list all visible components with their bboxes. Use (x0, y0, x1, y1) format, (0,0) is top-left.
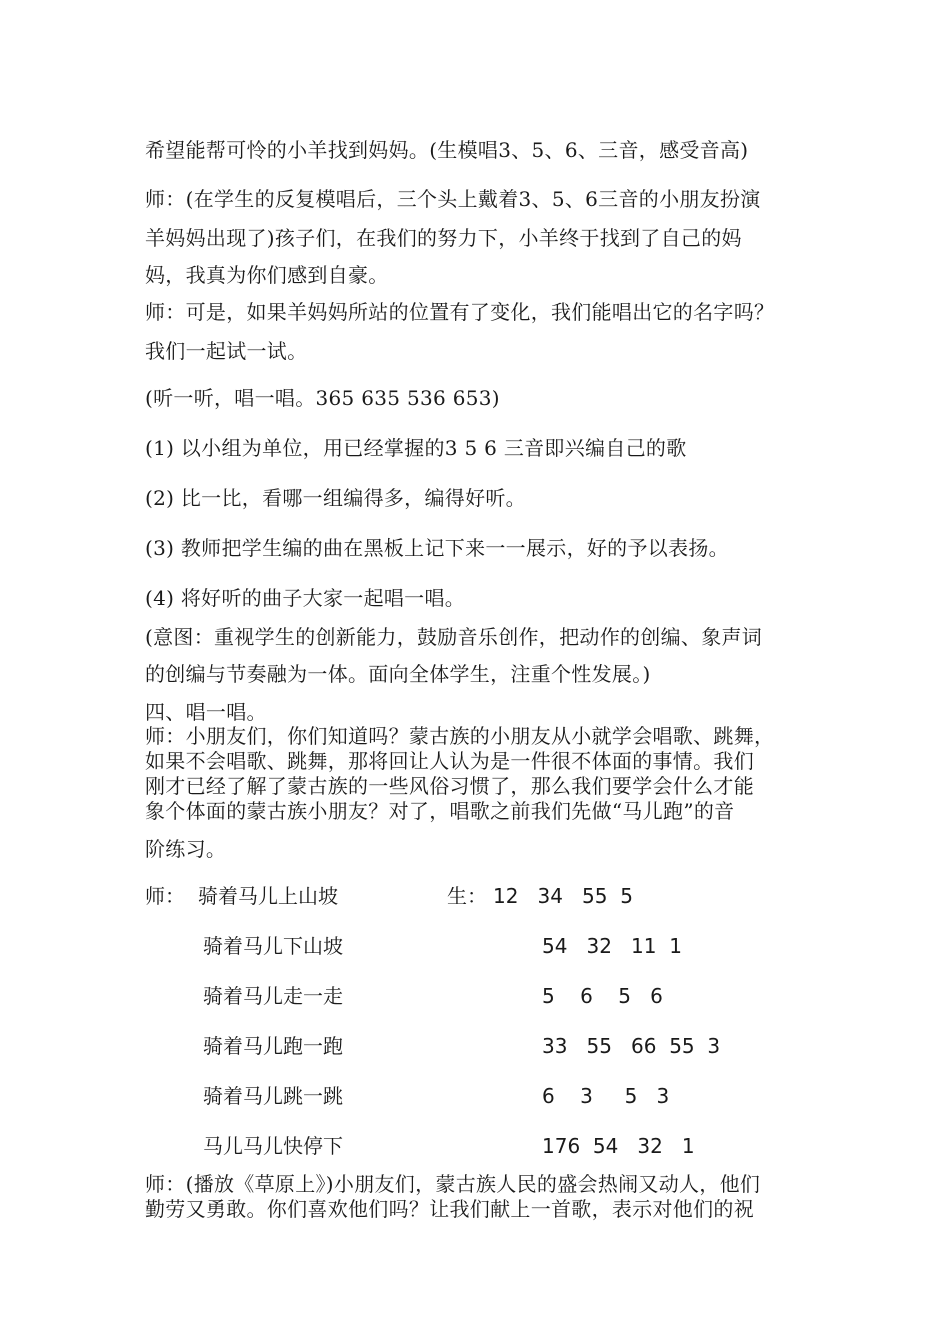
exercise-lyric: 骑着马儿跑一跑 (203, 1034, 343, 1058)
paragraph-line: 刚才已经了解了蒙古族的一些风俗习惯了，那么我们要学会什么才能 (145, 774, 754, 798)
exercise-notes: 33 55 66 55 3 (542, 1034, 721, 1058)
exercise-lyric: 骑着马儿下山坡 (203, 934, 343, 958)
exercise-notes: 5 6 5 6 (542, 984, 663, 1008)
student-label: 生： (447, 884, 487, 908)
paragraph-line: 师：小朋友们，你们知道吗？蒙古族的小朋友从小就学会唱歌、跳舞， (145, 724, 775, 748)
paragraph-line: 如果不会唱歌、跳舞，那将回让人认为是一件很不体面的事情。我们 (145, 749, 754, 773)
paragraph-line: 师：(在学生的反复模唱后，三个头上戴着3、5、6三音的小朋友扮演 (145, 187, 761, 211)
paragraph-line: 勤劳又勇敢。你们喜欢他们吗？让我们献上一首歌，表示对他们的祝 (145, 1197, 754, 1221)
list-item: (2) 比一比，看哪一组编得多，编得好听。 (145, 486, 526, 510)
paragraph-line: 羊妈妈出现了)孩子们，在我们的努力下，小羊终于找到了自己的妈 (145, 226, 742, 250)
paragraph-line: 师：可是，如果羊妈妈所站的位置有了变化，我们能唱出它的名字吗？ (145, 300, 775, 324)
section-heading: 四、唱一唱。 (145, 700, 267, 724)
paragraph-line: 阶练习。 (145, 837, 227, 861)
exercise-lyric: 骑着马儿上山坡 (198, 884, 338, 908)
exercise-notes: 6 3 5 3 (542, 1084, 670, 1108)
exercise-lyric: 骑着马儿跳一跳 (203, 1084, 343, 1108)
list-item: (1) 以小组为单位，用已经掌握的3 5 6 三音即兴编自己的歌 (145, 436, 687, 460)
paragraph-line: 妈，我真为你们感到自豪。 (145, 263, 389, 287)
list-item: (4) 将好听的曲子大家一起唱一唱。 (145, 586, 466, 610)
exercise-notes: 176 54 32 1 (542, 1134, 695, 1158)
exercise-lyric: 骑着马儿走一走 (203, 984, 343, 1008)
paragraph-line: 象个体面的蒙古族小朋友？对了，唱歌之前我们先做“马儿跑”的音 (145, 799, 735, 823)
exercise-notes: 54 32 11 1 (542, 934, 682, 958)
paragraph-line: 希望能帮可怜的小羊找到妈妈。(生模唱3、5、6、三音，感受音高) (145, 138, 749, 162)
exercise-notes: 12 34 55 5 (493, 884, 633, 908)
paragraph-line: 我们一起试一试。 (145, 339, 308, 363)
list-item: (3) 教师把学生编的曲在黑板上记下来一一展示，好的予以表扬。 (145, 536, 729, 560)
exercise-lyric: 马儿马儿快停下 (203, 1134, 343, 1158)
teacher-label: 师： (145, 884, 185, 908)
paragraph-line: (听一听，唱一唱。365 635 536 653) (145, 386, 500, 410)
paragraph-line: 师：(播放《草原上》)小朋友们，蒙古族人民的盛会热闹又动人，他们 (145, 1172, 761, 1196)
paragraph-line: (意图：重视学生的创新能力，鼓励音乐创作，把动作的创编、象声词 (145, 625, 763, 649)
paragraph-line: 的创编与节奏融为一体。面向全体学生，注重个性发展。) (145, 662, 651, 686)
